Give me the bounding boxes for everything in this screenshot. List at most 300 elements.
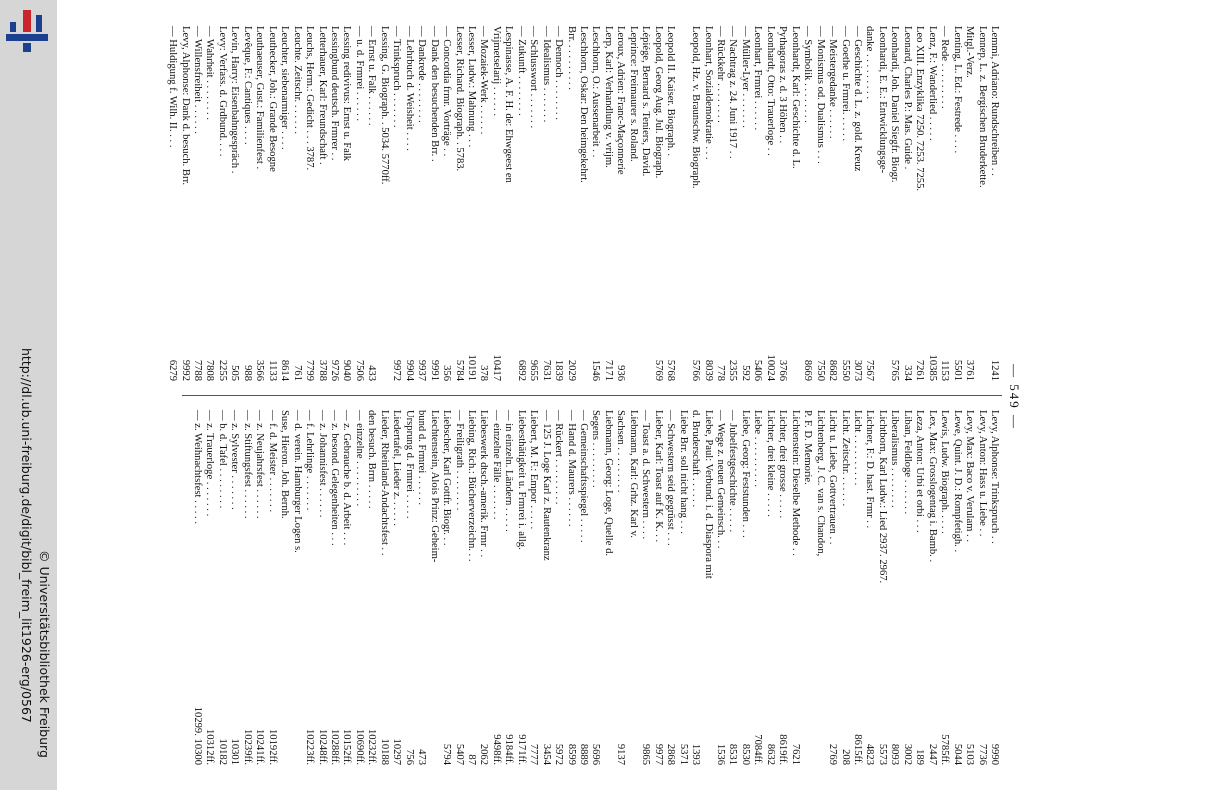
entry-number: 87 bbox=[465, 754, 477, 765]
entry-title: Leuchte. Zeitschr. . . . . . . bbox=[291, 26, 303, 134]
index-entry bbox=[602, 410, 614, 765]
entry-number: 10312ff. bbox=[204, 729, 216, 765]
entry-title: Liebmann, Georg: Loge, Quelle d. bbox=[602, 410, 614, 557]
entry-title: — f. Lehrlinge . . . . . . . bbox=[304, 410, 316, 511]
index-entry bbox=[913, 26, 925, 381]
index-entry bbox=[763, 410, 775, 765]
entry-number: 10239ff. bbox=[241, 729, 253, 765]
entry-number: 7261 bbox=[914, 359, 926, 381]
entry-title: Leschhorn, O.: Aussenarbeit . . bbox=[590, 26, 602, 158]
entry-title: — z. Johannisfest . . . . . . bbox=[316, 410, 328, 518]
entry-number: 5103 bbox=[964, 743, 976, 765]
entry-number: 5794 bbox=[441, 743, 453, 765]
entry-title: — Meistergedanke . . . . . . bbox=[827, 26, 839, 139]
index-entry bbox=[290, 26, 302, 381]
entry-number: 5765 bbox=[889, 359, 901, 381]
entry-number: 2062 bbox=[478, 743, 490, 765]
entry-title: Liebmann, Karl: Grhz. Karl v. bbox=[627, 410, 639, 538]
entry-number: 8531 bbox=[727, 743, 739, 765]
entry-number: 7506 bbox=[353, 359, 365, 381]
entry-number: 1133 bbox=[266, 360, 278, 381]
index-entry bbox=[215, 26, 227, 381]
index-column-right bbox=[191, 410, 1000, 765]
entry-number: 7777 bbox=[528, 743, 540, 765]
index-entry bbox=[365, 410, 377, 765]
index-entry bbox=[776, 26, 788, 381]
entry-number: 8889 bbox=[578, 743, 590, 765]
index-entry bbox=[875, 26, 887, 381]
index-entry bbox=[863, 410, 875, 765]
entry-title: Levin, Harry: Eisenbahngespräch . bbox=[229, 26, 241, 174]
entry-title: — Freiligrath . . . . . . . . bbox=[453, 410, 465, 511]
index-entry bbox=[988, 26, 1000, 381]
entry-title: Lichtenstein: Dieselbe Methode . . bbox=[789, 410, 801, 556]
entry-number: 9937 bbox=[416, 359, 428, 381]
index-entry bbox=[315, 410, 327, 765]
entry-title: Mitgl.-Verz. bbox=[964, 26, 976, 78]
index-entry bbox=[925, 26, 937, 381]
entry-title: — Rückert . . . . . . . . . bbox=[553, 410, 565, 505]
entry-number: 8619ff. bbox=[777, 734, 789, 765]
entry-title: — Rückkehr . . . . . . . . bbox=[715, 26, 727, 123]
entry-title: Levy, Anton: Hass u. Liebe . . bbox=[976, 410, 988, 537]
entry-number: 9904 bbox=[403, 359, 415, 381]
entry-title: Liberalismus . . . . . . . . bbox=[889, 410, 901, 508]
entry-title: Licht. Zeitschr. . . . . . . bbox=[839, 410, 851, 507]
entry-title: — Hand d. Maurers . . . . . . bbox=[565, 410, 577, 527]
entry-title: — Idealismus . . . . . . . bbox=[540, 26, 552, 123]
index-entry bbox=[228, 26, 240, 381]
entry-title: — Nachtrag z. 24. Juni 1917 . . bbox=[727, 26, 739, 159]
index-entry bbox=[714, 410, 726, 765]
index-entry bbox=[676, 26, 688, 381]
entry-title: Levy, Alphonse: Trinkspruch . . bbox=[989, 410, 1000, 544]
entry-number: 7736 bbox=[976, 743, 988, 765]
entry-number: 7808 bbox=[204, 359, 216, 381]
index-entry bbox=[452, 410, 464, 765]
entry-title: Liebeswerk dtsch.-amerik. Frmr . . bbox=[478, 410, 490, 558]
scanned-page bbox=[167, 12, 1110, 782]
entry-title: — Monismus od. Dualismus . . . bbox=[814, 26, 826, 164]
entry-number: 1546 bbox=[590, 359, 602, 381]
entry-title: Leuthaeuser, Gust.: Familienfest . bbox=[254, 26, 266, 170]
entry-number: 189 bbox=[914, 749, 926, 765]
entry-number: 5044 bbox=[951, 743, 963, 765]
entry-title: Levy, Alphonse: Dank d. besuch. Brr. bbox=[179, 26, 191, 186]
entry-number: 9865 bbox=[640, 743, 652, 765]
index-entry bbox=[352, 410, 364, 765]
index-entry bbox=[639, 410, 651, 765]
index-entry bbox=[838, 410, 850, 765]
entry-number: 8682 bbox=[827, 359, 839, 381]
index-entry bbox=[689, 410, 701, 765]
entry-title: — z. Neujahrsfest . . . . . . bbox=[254, 410, 266, 519]
index-entry bbox=[340, 410, 352, 765]
index-entry bbox=[602, 26, 614, 381]
index-entry bbox=[452, 26, 464, 381]
index-entry bbox=[514, 26, 526, 381]
entry-number: 988 bbox=[241, 365, 253, 381]
index-entry bbox=[738, 410, 750, 765]
entry-number: 5501 bbox=[951, 359, 963, 381]
index-entry bbox=[178, 26, 190, 381]
index-entry bbox=[888, 26, 900, 381]
index-entry bbox=[514, 410, 526, 765]
entry-number: 7788 bbox=[192, 359, 203, 381]
entry-title: — Jubelfestgeschichte . . . . . bbox=[727, 410, 739, 533]
entry-number: 9655 bbox=[528, 359, 540, 381]
entry-number: 10152ff. bbox=[341, 729, 353, 765]
index-entry bbox=[801, 410, 813, 765]
entry-title: Leopold, Georg Aug. Jul. Biograph. bbox=[652, 26, 664, 179]
entry-title: Segens . . . . . . . . . bbox=[590, 410, 602, 488]
entry-number: 9040 bbox=[341, 359, 353, 381]
entry-number: 2447 bbox=[926, 743, 938, 765]
index-entry bbox=[465, 410, 477, 765]
entry-number: 8093 bbox=[889, 743, 901, 765]
entry-title: — d. verein. Hamburger Logen s. bbox=[291, 410, 303, 553]
index-entry bbox=[838, 26, 850, 381]
entry-title: danke . . . . . . . . . bbox=[864, 26, 876, 99]
entry-title: — Wahrheit . . . . . . . . bbox=[204, 26, 216, 120]
entry-number: 5768 bbox=[665, 359, 677, 381]
entry-number: 8530 bbox=[739, 743, 751, 765]
index-entry bbox=[390, 26, 402, 381]
index-entry bbox=[651, 410, 663, 765]
entry-title: Lemmi, Adriano: Rundschreiben . . bbox=[989, 26, 1000, 176]
entry-title: Liebesthätigkeit u. Frmrei i. allg. bbox=[515, 410, 527, 550]
entry-number: 8614 bbox=[279, 359, 291, 381]
entry-title: Levy: Verfass. d. Grdbund. . . . bbox=[216, 26, 228, 157]
index-entry bbox=[489, 410, 501, 765]
entry-number: 5696 bbox=[590, 743, 602, 765]
entry-number: 378 bbox=[478, 365, 490, 381]
index-entry bbox=[415, 26, 427, 381]
index-entry bbox=[465, 26, 477, 381]
entry-title: — in einzeln. Ländern . . . . . bbox=[503, 410, 515, 532]
sidebar bbox=[0, 0, 57, 790]
index-entry bbox=[701, 410, 713, 765]
index-entry bbox=[801, 26, 813, 381]
entry-title: Liedertafel, Lieder z. . . . . . bbox=[391, 410, 403, 526]
index-entry bbox=[826, 26, 838, 381]
entry-number: 6892 bbox=[515, 359, 527, 381]
index-entry bbox=[938, 410, 950, 765]
entry-title: — Ernst u. Falk . . . . . . bbox=[366, 26, 378, 126]
entry-title: Lesser, Richard. Biograph. . 5783. bbox=[453, 26, 465, 172]
index-entry bbox=[963, 26, 975, 381]
index-entry bbox=[738, 26, 750, 381]
index-entry bbox=[278, 410, 290, 765]
index-entry bbox=[278, 26, 290, 381]
index-entry bbox=[614, 26, 626, 381]
entry-title: Suse, Hieron. Joh. Bernh. bbox=[279, 410, 291, 519]
entry-title: — Dennoch . . . . . . . . bbox=[553, 26, 565, 120]
index-entry bbox=[290, 410, 302, 765]
entry-title: Lichter, drei grosse . . . . . bbox=[777, 410, 789, 519]
index-entry bbox=[900, 26, 912, 381]
entry-title: Levêque, F.: Cantiques . . . . bbox=[241, 26, 253, 145]
entry-number: 3073 bbox=[852, 359, 864, 381]
entry-title: Lichter, drei kleine . . . . . bbox=[764, 410, 776, 517]
entry-title: Liechtenstein, Alois Prinz: Geheim- bbox=[428, 410, 440, 563]
entry-title: — f. d. Meister . . . . . . . bbox=[266, 410, 278, 513]
index-entry bbox=[328, 410, 340, 765]
entry-title: Leonhart, Frmrei . . . . . . bbox=[752, 26, 764, 131]
entry-number: 778 bbox=[715, 365, 727, 381]
entry-number: 8615ff. bbox=[852, 734, 864, 765]
entry-title: — Willensfreiheit . . . . . . bbox=[192, 26, 203, 134]
index-entry bbox=[626, 26, 638, 381]
entry-number: 8632 bbox=[764, 743, 776, 765]
index-entry bbox=[900, 410, 912, 765]
entry-title: — Goethe u. Frmrei. . . . . . bbox=[839, 26, 851, 142]
entry-title: Levy, Max: Baco v. Verulam . . bbox=[964, 410, 976, 542]
index-entry bbox=[950, 410, 962, 765]
entry-title: — z. Gebrauche b. d. Arbeit . . . bbox=[341, 410, 353, 546]
index-entry bbox=[851, 26, 863, 381]
index-entry bbox=[253, 26, 265, 381]
entry-number: 10248ff. bbox=[316, 729, 328, 765]
index-entry bbox=[639, 26, 651, 381]
entry-title: Lewis, Ludw. Biograph. . . . . bbox=[939, 410, 951, 534]
index-entry bbox=[527, 410, 539, 765]
index-entry bbox=[539, 410, 551, 765]
entry-title: Lewe, Quint. J. D.: Rompfetigh. . bbox=[951, 410, 963, 553]
index-entry bbox=[390, 410, 402, 765]
index-entry bbox=[614, 410, 626, 765]
index-column-left bbox=[166, 26, 1000, 381]
index-entry bbox=[589, 410, 601, 765]
entry-number: 7084ff. bbox=[752, 734, 764, 765]
document-url-text[interactable]: http://dl.ub.uni-freiburg.de/digit/bibl_freim_lit1926-erg/0567 bbox=[19, 348, 34, 723]
index-entry bbox=[240, 26, 252, 381]
entry-number: 8669 bbox=[802, 359, 814, 381]
entry-title: Lenz, F.: Wanderlied . . . . . bbox=[926, 26, 938, 141]
entry-number: 9137 bbox=[615, 743, 627, 765]
entry-title: Leonhardt, Karl: Geschichte d. L. bbox=[789, 26, 801, 169]
entry-number: 10232ff. bbox=[366, 729, 378, 765]
entry-title: Lessing redivivus: Ernst u. Falk bbox=[341, 26, 353, 162]
entry-number: 7621 bbox=[789, 743, 801, 765]
index-entry bbox=[328, 26, 340, 381]
entry-title: Lichtborn, Karl Ludw.: Lied 2937. 2967. bbox=[876, 410, 888, 584]
entry-number: 9171ff. bbox=[515, 734, 527, 765]
entry-number: 3566 bbox=[254, 359, 266, 381]
entry-number: 356 bbox=[441, 365, 453, 381]
entry-number: 2769 bbox=[827, 743, 839, 765]
entry-title: — z. Sylvester . . . . . . . bbox=[229, 410, 241, 510]
index-entry bbox=[913, 410, 925, 765]
entry-title: — Dankrede . . . . . . . . bbox=[416, 26, 428, 123]
entry-title: Lenting, L. Ed.: Festrede . . . . bbox=[951, 26, 963, 154]
entry-number: 1536 bbox=[715, 743, 727, 765]
entry-title: Lex, Max: Grosslogentag i. Bamb. . bbox=[926, 410, 938, 563]
entry-title: Leschhorn, Oskar: Den heimgekehrt. bbox=[578, 26, 590, 183]
entry-title: Lespinasse, A. F. H. de: Ehwgeest en bbox=[503, 26, 515, 183]
index-entry bbox=[228, 410, 240, 765]
entry-title: Leuchs, Herm.: Gedicht . . . 3787. bbox=[304, 26, 316, 171]
index-entry bbox=[552, 410, 564, 765]
entry-title: Licht u. Liebe, Gottvertrauen . . bbox=[827, 410, 839, 545]
index-entry bbox=[664, 410, 676, 765]
page-number: — 549 — bbox=[1007, 364, 1022, 430]
entry-number: 9972 bbox=[391, 359, 403, 381]
entry-title: — Rede . . . . . . . . . bbox=[939, 26, 951, 109]
index-entry bbox=[813, 410, 825, 765]
entry-number: 10188 bbox=[378, 738, 390, 765]
entry-number: 10241ff. bbox=[254, 729, 266, 765]
index-entry bbox=[489, 26, 501, 381]
index-entry bbox=[552, 26, 564, 381]
entry-title: Lieber, Karl: Toast auf K. K. . . bbox=[652, 410, 664, 543]
entry-number: 936 bbox=[615, 365, 627, 381]
entry-number: 473 bbox=[416, 749, 428, 765]
index-entry bbox=[203, 26, 215, 381]
entry-number: 1241 bbox=[989, 359, 1000, 381]
entry-title: d. Bruderschaft . . . . . . bbox=[690, 410, 702, 508]
entry-number: 10297 bbox=[391, 738, 403, 765]
entry-number: 7171 bbox=[602, 359, 614, 381]
index-entry bbox=[664, 26, 676, 381]
entry-number: 761 bbox=[291, 365, 303, 381]
index-entry bbox=[315, 26, 327, 381]
entry-title: Leonard, Charles P.: Mas. Guide . bbox=[901, 26, 913, 170]
index-entry bbox=[265, 26, 277, 381]
index-entry bbox=[751, 410, 763, 765]
entry-title: — Zukunft . . . . . . . . bbox=[515, 26, 527, 116]
entry-title: — Wege z. neuen Gemeinsch. . . bbox=[715, 410, 727, 549]
entry-title: Leonhardt, Otto: Trauerloge . . bbox=[764, 26, 776, 156]
index-entry bbox=[402, 26, 414, 381]
entry-title: — Schwestern seid gegrüsst . . . bbox=[665, 410, 677, 546]
entry-title: Liebe Brr. soll nicht hang . . . bbox=[677, 410, 689, 534]
entry-number: 5550 bbox=[839, 359, 851, 381]
entry-number: 3002 bbox=[901, 743, 913, 765]
entry-number: 2029 bbox=[565, 359, 577, 381]
index-entry bbox=[851, 410, 863, 765]
entry-title: Brr. . . . . . . . . . bbox=[565, 26, 577, 90]
index-entry bbox=[589, 26, 601, 381]
entry-number: 9184ff. bbox=[503, 734, 515, 765]
entry-number: 5371 bbox=[677, 743, 689, 765]
entry-number: 10191 bbox=[465, 354, 477, 381]
entry-number: 7567 bbox=[864, 359, 876, 381]
index-entry bbox=[253, 410, 265, 765]
entry-title: Vrijmetselarij . . . . . . bbox=[490, 26, 502, 116]
entry-number: 2255 bbox=[216, 359, 228, 381]
index-entry bbox=[577, 26, 589, 381]
index-entry bbox=[701, 26, 713, 381]
index-entry bbox=[440, 410, 452, 765]
entry-number: 9991 bbox=[428, 359, 440, 381]
index-entry bbox=[377, 410, 389, 765]
entry-title: Pythagoras z. d. 3 Höhen . . bbox=[777, 26, 789, 144]
entry-number: 1393 bbox=[690, 743, 702, 765]
entry-number: 592 bbox=[739, 365, 751, 381]
entry-number: 9498ff. bbox=[490, 734, 502, 765]
index-entry bbox=[751, 26, 763, 381]
entry-number: 5407 bbox=[453, 743, 465, 765]
entry-title: — Concordia frmr. Vorträge . . bbox=[441, 26, 453, 157]
entry-title: Licht . . . . . . . . . . bbox=[852, 410, 864, 486]
entry-title: Leprince: Freimaurer s. Roland. bbox=[627, 26, 639, 162]
entry-title: — Dank den besuchenden Brr. . bbox=[428, 26, 440, 162]
index-entry bbox=[539, 26, 551, 381]
entry-title: Liban, Feldloge . . . . . . . bbox=[901, 410, 913, 515]
entry-number: 208 bbox=[839, 749, 851, 765]
index-entry bbox=[988, 410, 1000, 765]
entry-title: Lichner, F.: D. hast. Frmr . . bbox=[864, 410, 876, 529]
entry-title: — einzelne . . . . . . . . . bbox=[353, 410, 365, 507]
entry-title: — Geschichte d. L. z. gold. Kreuz bbox=[852, 26, 864, 172]
index-entry bbox=[203, 410, 215, 765]
index-entry bbox=[215, 410, 227, 765]
index-entry bbox=[788, 410, 800, 765]
index-entry bbox=[415, 410, 427, 765]
entry-title: Letterhauer, Karl: Freundschaft . bbox=[316, 26, 328, 165]
entry-number: 2868 bbox=[665, 743, 677, 765]
index-entry bbox=[191, 26, 203, 381]
entry-title: Liebing, Rich.: Bücherverzeichn. . . bbox=[465, 410, 477, 562]
entry-number: 10299. 10300 bbox=[192, 706, 203, 765]
index-entry bbox=[477, 26, 489, 381]
entry-number: 7799 bbox=[304, 359, 316, 381]
column-divider bbox=[182, 395, 1002, 396]
entry-number: 1153 bbox=[939, 360, 951, 381]
entry-title: Lessingbund deutsch. Frmrer . . bbox=[328, 26, 340, 161]
index-entry bbox=[776, 410, 788, 765]
entry-number: 8039 bbox=[702, 359, 714, 381]
entry-title: Leopold II. Kaiser. Biograph. . bbox=[665, 26, 677, 157]
index-entry bbox=[975, 26, 987, 381]
entry-number: 10417 bbox=[490, 354, 502, 381]
index-entry bbox=[564, 410, 576, 765]
entry-title: — Toast a. d. Schwestern . . . . bbox=[640, 410, 652, 540]
index-entry bbox=[975, 410, 987, 765]
entry-title: Leopold, Hz. v. Braunschw. Biograph. bbox=[690, 26, 702, 189]
entry-title: Lesser, Ludw.: Mahnung . . . bbox=[465, 26, 477, 148]
entry-title: — z. Weihnachtsfest . . . . . bbox=[192, 410, 203, 524]
entry-number: 10690ff. bbox=[353, 729, 365, 765]
entry-title: Lépiége, Bernard s. Teniers, David. bbox=[640, 26, 652, 177]
entry-title: Ursprung d. Frmrei . . . . . bbox=[403, 410, 415, 519]
index-entry bbox=[950, 26, 962, 381]
page-content bbox=[167, 12, 1040, 782]
index-entry bbox=[365, 26, 377, 381]
entry-number: 5573 bbox=[876, 743, 888, 765]
entry-number: 9992 bbox=[179, 359, 191, 381]
entry-title: Leo XIII. Enzyklika 7250. 7253. 7255. bbox=[914, 26, 926, 192]
entry-number: 9990 bbox=[989, 743, 1000, 765]
entry-title: Leonhart, Sozialdemokratie . . . bbox=[702, 26, 714, 160]
index-entry bbox=[726, 26, 738, 381]
entry-number: 3788 bbox=[316, 359, 328, 381]
entry-number: 10288ff. bbox=[328, 729, 340, 765]
entry-number: 10182 bbox=[216, 738, 228, 765]
index-entry bbox=[676, 410, 688, 765]
entry-number: 10024 bbox=[764, 354, 776, 381]
entry-title: — Symbolik . . . . . . . . bbox=[802, 26, 814, 123]
index-entry bbox=[265, 410, 277, 765]
index-entry bbox=[340, 26, 352, 381]
copyright-text: © Universitätsbibliothek Freiburg bbox=[37, 550, 52, 758]
entry-title: Leonhardi, E. E.: Entwicklungsge- bbox=[876, 26, 888, 174]
entry-number: 756 bbox=[403, 749, 415, 765]
entry-title: Leonhardi, Joh. Daniel Siegfr. Biogr. bbox=[889, 26, 901, 183]
entry-number: 10301 bbox=[229, 738, 241, 765]
index-entry bbox=[240, 410, 252, 765]
